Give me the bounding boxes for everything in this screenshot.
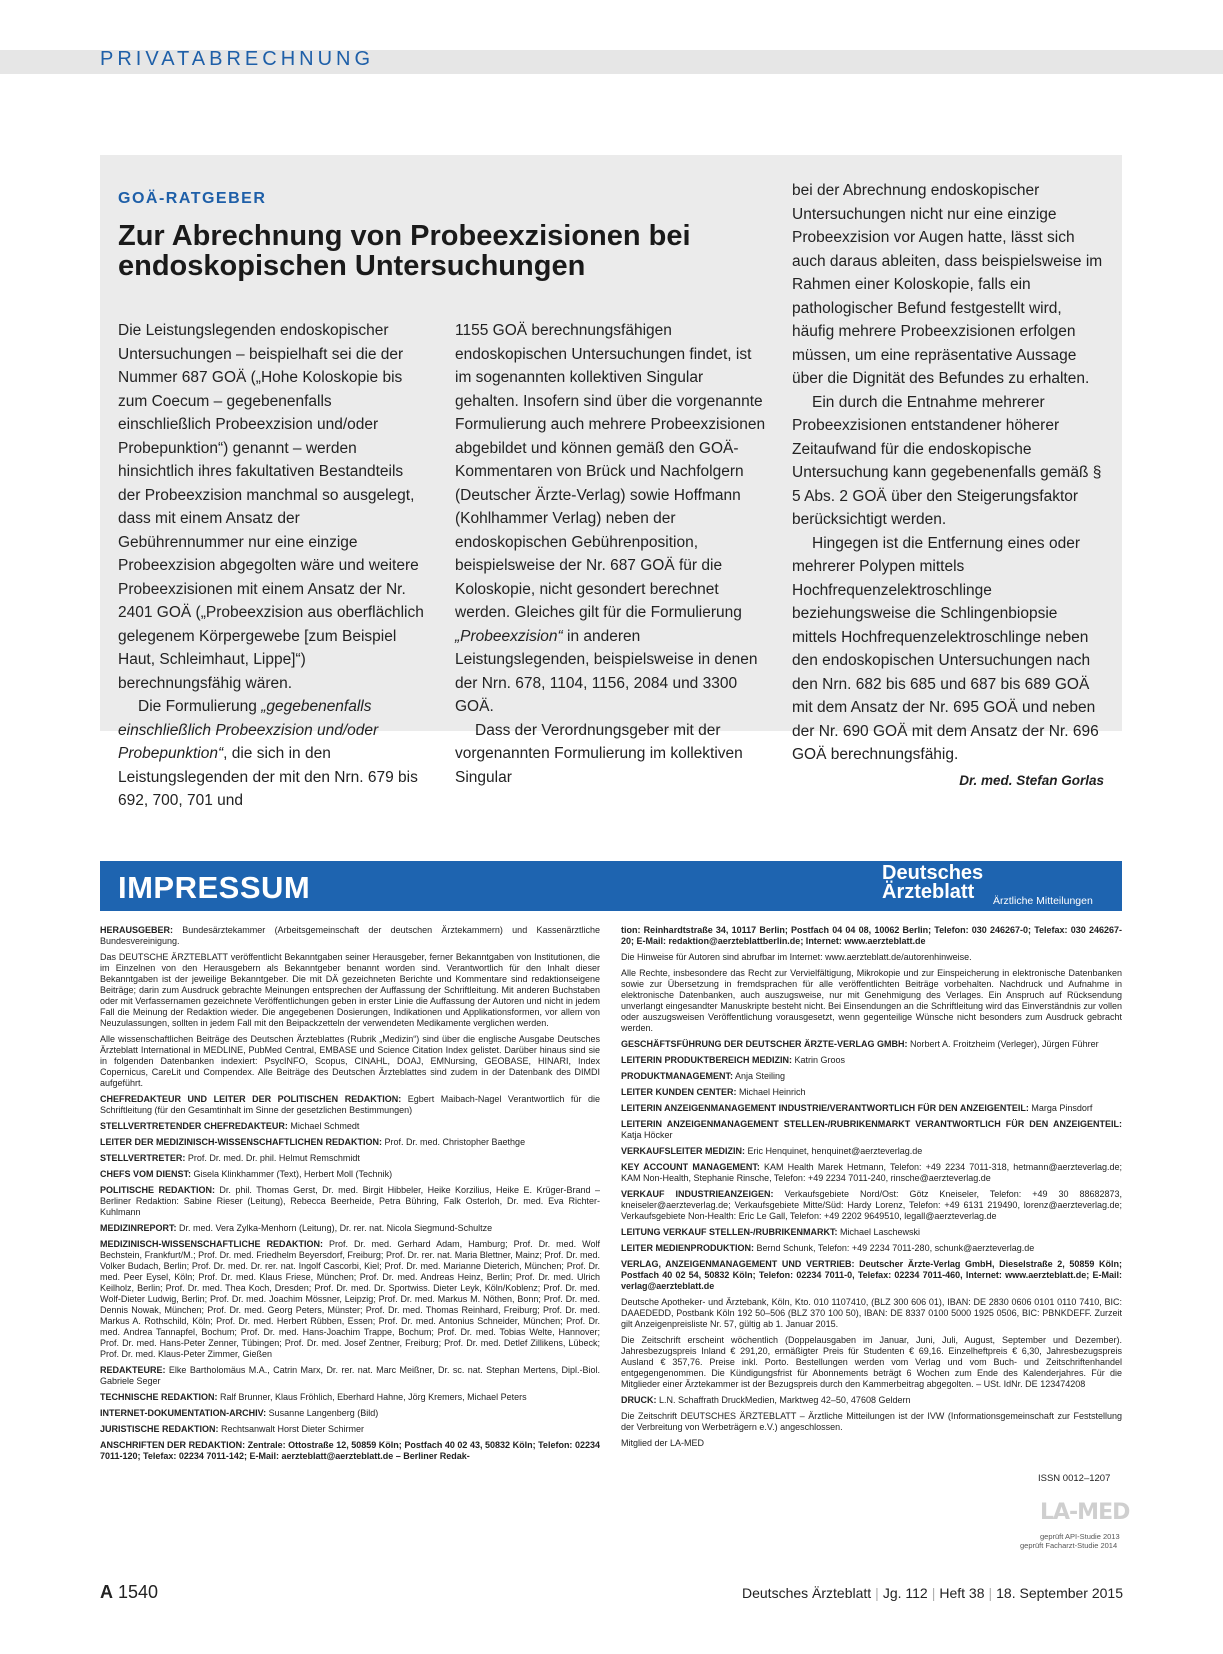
- impressum-text: Alle Rechte, insbesondere das Recht zur Vervielfältigung, Mikrokopie und zur Einspeicherung in elektronische Datenbanken sowie zur Übersetzung in fremdsprachen für alle veröffentlichten Beiträge vorbehalten. Nachdruck und Aufnahme in elektronische Datenbanken, auch auszugsweise, nur mit Genehmigung des Verlages. Ein Anspruch auf Rücksendung unverlangt eingesandter Manuskripte besteht nicht. Bei Einsendungen an die Schriftleitung wird das Einverständnis zur vollen oder auszugsweisen Veröffentlichung vorausgesetzt, wenn gegenteilige Wünsche nicht besonders zum Ausdruck gebracht werden.: [621, 968, 1122, 1033]
- impressum-entry: [100, 1223, 600, 1234]
- paragraph: Die Leistungslegenden endoskopischer Untersuchungen – beispielhaft sei die der Nummer 687 GOÄ („Hohe Koloskopie bis zum Coecum – gegebenenfalls einschließlich Probeexzision und/oder Probepunktion“) genannt – werden hinsichtlich ihres fakultativen Bestandteils der Probeexzision manchmal so ausgelegt, dass mit einem Ansatz der Gebührennummer nur eine einzige Probeexzision abgegolten wäre und weitere Probeexzisionen mit einem Ansatz der Nr. 2401 GOÄ („Probeexzision aus oberflächlich gelegenem Körpergewebe [zum Beispiel Haut, Schleimhaut, Lippe]“) berechnungsfähig wären.: [118, 322, 424, 692]
- impressum-label: KEY ACCOUNT MANAGEMENT:: [621, 1162, 760, 1172]
- impressum-text: Gisela Klinkhammer (Text), Herbert Moll (Technik): [191, 1169, 393, 1179]
- publication-logo-line1: Deutsches: [882, 862, 984, 884]
- text-run: Die Formulierung: [138, 698, 262, 715]
- article-title: Zur Abrechnung von Probeexzisionen bei endoskopischen Untersuchungen: [118, 220, 691, 282]
- impressum-entry: [621, 1162, 1122, 1184]
- impressum-entry: [621, 1071, 1122, 1082]
- article-column-1: [118, 319, 428, 813]
- impressum-entry: [100, 925, 600, 947]
- impressum-text: Bernd Schunk, Telefon: +49 2234 7011-280, schunk@aerzteverlag.de: [754, 1243, 1035, 1253]
- impressum-entry: [100, 1153, 600, 1164]
- impressum-title: IMPRESSUM: [118, 870, 311, 905]
- text-run: in anderen Leistungslegenden, beispielsweise in denen der Nrn. 678, 1104, 1156, 2084 und 3300 GOÄ.: [455, 627, 758, 715]
- text-run: 1155 GOÄ berechnungsfähigen endoskopischen Untersuchungen findet, ist im sogenannten kollektiven Singular gehalten. Insofern sind über die vorgenannte Formulierung auch mehrere Probeexzisionen abgebildet und können gemäß den GOÄ-Kommentaren von Brück und Nachfolgern (Deutscher Ärzte-Verlag) sowie Hoffmann (Kohlhammer Verlag) neben der endoskopischen Gebührenposition, beispielsweise der Nr. 687 GOÄ für die Koloskopie, nicht gesondert berechnet werden. Gleiches gilt für die Formulierung: [455, 322, 766, 621]
- impressum-text: Alle wissenschaftlichen Beiträge des Deutschen Ärzteblattes (Rubrik „Medizin“) sind über die englische Ausgabe Deutsches Ärzteblatt International in MEDLINE, PubMed Central, EMBASE und Science Citation Index gelistet. Darüber hinaus sind sie in folgenden Datenbanken indexiert: PsycINFO, Scopus, CINAHL, DOAJ, EMNursing, GEOBASE, HINARI, Index Copernicus, CareLit und Compendex. Alle Beiträge des Deutschen Ärzteblattes sind zudem in der Datenbank des DIMDI aufgeführt.: [100, 1034, 600, 1088]
- impressum-entry: [100, 1392, 600, 1403]
- la-med-caption-1: geprüft API-Studie 2013: [1040, 1532, 1120, 1541]
- impressum-label: POLITISCHE REDAKTION:: [100, 1185, 215, 1195]
- impressum-text: Bundesärztekammer (Arbeitsgemeinschaft der deutschen Ärztekammern) und Kassenärztliche Bundesvereinigung.: [100, 925, 600, 946]
- impressum-entry: [621, 952, 1122, 963]
- impressum-text: Die Zeitschrift DEUTSCHES ÄRZTEBLATT – Ärztliche Mitteilungen ist der IVW (Informationsgemeinschaft zur Feststellung der Verbreitung von Werbeträgern e.V.) angeschlossen.: [621, 1411, 1122, 1432]
- impressum-entry: [621, 1411, 1122, 1433]
- paragraph: [792, 532, 1104, 788]
- impressum-label: LEITERIN ANZEIGENMANAGEMENT STELLEN-/RUBRIKENMARKT VERANTWORTLICH FÜR DEN ANZEIGENTEIL:: [621, 1119, 1122, 1129]
- impressum-entry: [100, 1365, 600, 1387]
- footer-citation: [742, 1585, 1123, 1601]
- impressum-label: LEITERIN ANZEIGENMANAGEMENT INDUSTRIE/VERANTWORTLICH FÜR DEN ANZEIGENTEIL:: [621, 1103, 1029, 1113]
- impressum-text: Ralf Brunner, Klaus Fröhlich, Eberhard Hahne, Jörg Kremers, Michael Peters: [217, 1392, 527, 1402]
- paragraph: [455, 319, 767, 719]
- impressum-entry: [621, 1087, 1122, 1098]
- impressum-entry: [621, 1243, 1122, 1254]
- impressum-column-right: [621, 925, 1122, 1454]
- issn: ISSN 0012–1207: [1038, 1473, 1111, 1484]
- impressum-entry: [621, 1103, 1122, 1114]
- la-med-caption-2: geprüft Facharzt-Studie 2014: [1020, 1541, 1118, 1550]
- impressum-text: Prof. Dr. med. Dr. phil. Helmut Remschmidt: [185, 1153, 360, 1163]
- impressum-text: Michael Schmedt: [287, 1121, 360, 1131]
- impressum-entry: [621, 1146, 1122, 1157]
- impressum-label: JURISTISCHE REDAKTION:: [100, 1424, 219, 1434]
- separator: |: [988, 1585, 993, 1601]
- section-label: PRIVATABRECHNUNG: [100, 48, 375, 70]
- impressum-label: VERKAUFSLEITER MEDIZIN:: [621, 1146, 746, 1156]
- impressum-label: INTERNET-DOKUMENTATION-ARCHIV:: [100, 1408, 267, 1418]
- impressum-label: STELLVERTRETER:: [100, 1153, 186, 1163]
- impressum-entry: [100, 952, 600, 1029]
- impressum-text: Katrin Groos: [792, 1055, 846, 1065]
- impressum-text: KAM Health Marek Hetmann, Telefon: +49 2234 7011-318, hetmann@aerzteverlag.de; KAM Non-Health, Stephanie Rinsche, Telefon: +49 2234 7011-240, rinsche@aerzteverlag.de: [621, 1162, 1122, 1183]
- la-med-logo: LA-MED: [1040, 1500, 1130, 1525]
- footer-issue: Heft 38: [939, 1585, 985, 1601]
- impressum-text: Mitglied der LA-MED: [621, 1438, 705, 1448]
- impressum-entry: [100, 1440, 600, 1462]
- publication-logo-subtitle: Ärztliche Mitteilungen: [993, 895, 1093, 907]
- impressum-label: VERKAUF INDUSTRIEANZEIGEN:: [621, 1189, 774, 1199]
- page-prefix: A: [100, 1582, 113, 1602]
- impressum-entry: [621, 1227, 1122, 1238]
- impressum-text: Das DEUTSCHE ÄRZTEBLATT veröffentlicht Bekanntgaben seiner Herausgeber, ferner Bekanntgaben von Institutionen, die im Einzelnen von den Herausgebern als Bekanntgeber benannt worden sind. Verantwortlich für den Inhalt dieser Bekanntgaben ist der jeweilige Bekanntgeber. Die mit DÄ gezeichneten Berichte und Kommentare sind redaktionseigene Beiträge; darin zum Ausdruck gebrachte Meinungen entsprechen der Auffassung der Schriftleitung. Mit anderen Buchstaben oder mit Verfassernamen gezeichnete Veröffentlichungen geben in erster Linie die Auffassung der Autoren und nicht in jedem Fall die Meinung der Redaktion wieder. Die angegebenen Dosierungen, Indikationen und Applikationsformen, vor allem von Neuzulassungen, sollten in jedem Fall mit den Beipackzetteln der verwendeten Medikamente verglichen werden.: [100, 952, 600, 1028]
- impressum-text: Deutsche Apotheker- und Ärztebank, Köln, Kto. 010 1107410, (BLZ 300 606 01), IBAN: DE 2830 0606 0101 0110 7410, BIC: DAAEDEDD, Postbank Köln 192 50–506 (BLZ 370 100 50), IBAN: DE 8337 0100 5000 1925 0506, BIC: PBNKDEFF. Zurzeit gilt Anzeigenpreisliste Nr. 57, gültig ab 1. Januar 2015.: [621, 1297, 1122, 1329]
- impressum-entry: [621, 925, 1122, 947]
- impressum-text: Dr. med. Vera Zylka-Menhorn (Leitung), Dr. rer. nat. Nicola Siegmund-Schultze: [176, 1223, 493, 1233]
- impressum-text: Egbert Maibach-Nagel Verantwortlich für die Schriftleitung (für den Gesamtinhalt im Sinne der gesetzlichen Bestimmungen): [100, 1094, 600, 1115]
- publication-logo-line2: Ärzteblatt: [882, 881, 975, 903]
- impressum-label: CHEFS VOM DIENST:: [100, 1169, 192, 1179]
- impressum-text: Eric Henquinet, henquinet@aerzteverlag.de: [745, 1146, 923, 1156]
- impressum-text: Prof. Dr. med. Christopher Baethge: [382, 1137, 526, 1147]
- impressum-entry: [100, 1094, 600, 1116]
- impressum-label: PRODUKTMANAGEMENT:: [621, 1071, 733, 1081]
- impressum-entry: [100, 1137, 600, 1148]
- impressum-label: MEDIZINREPORT:: [100, 1223, 177, 1233]
- text-run: Hingegen ist die Entfernung eines oder mehrerer Polypen mittels Hochfrequenzelektroschlinge beziehungsweise die Schlingenbiopsie mittels Hochfrequenzelektroschlinge neben den endoskopischen Untersuchungen nach den Nrn. 682 bis 685 und 687 bis 689 GOÄ mit dem Ansatz der Nr. 695 GOÄ und neben der Nr. 690 GOÄ mit dem Ansatz der Nr. 696 GOÄ berechnungsfähig.: [792, 534, 1099, 763]
- page-number: [100, 1582, 158, 1603]
- text-run: , die sich in den Leistungslegenden der mit den Nrn. 679 bis 692, 700, 701 und: [118, 745, 418, 809]
- impressum-entry: [100, 1185, 600, 1218]
- footer-publication: Deutsches Ärzteblatt: [742, 1585, 872, 1601]
- impressum-entry: [621, 1189, 1122, 1222]
- impressum-entry: [621, 1259, 1122, 1292]
- impressum-text: L.N. Schaffrath DruckMedien, Marktweg 42–50, 47608 Geldern: [656, 1395, 911, 1405]
- impressum-text: Michael Heinrich: [736, 1087, 806, 1097]
- paragraph: bei der Abrechnung endoskopischer Untersuchungen nicht nur eine einzige Probeexzision vor Augen hatte, lässt sich auch daraus ableiten, dass beispielsweise im Rahmen einer Koloskopie, falls ein pathologischer Befund festgestellt wird, häufig mehrere Probeexzisionen erfolgen müssen, um eine repräsentative Aussage über die Dignität des Befundes zu erhalten.: [792, 182, 1103, 387]
- impressum-entry: [100, 1424, 600, 1435]
- impressum-text: Dr. phil. Thomas Gerst, Dr. med. Birgit Hibbeler, Heike Korzilius, Heike E. Krüger-Brand – Berliner Redaktion: Sabine Rieser (Leitung), Rebecca Beerheide, Petra Bühring, Falk Osterloh, Dr. med. Eva Richter-Kuhlmann: [100, 1185, 600, 1217]
- impressum-text: Katja Höcker: [621, 1130, 673, 1140]
- impressum-text: Norbert A. Froitzheim (Verleger), Jürgen Führer: [907, 1039, 1099, 1049]
- paragraph: Ein durch die Entnahme mehrerer Probeexzisionen entstandener höherer Zeitaufwand für die endoskopische Untersuchung kann gegebenenfalls gemäß § 5 Abs. 2 GOÄ über den Steigerungsfaktor berücksichtigt werden.: [792, 393, 1102, 528]
- impressum-entry: [100, 1121, 600, 1132]
- impressum-label: TECHNISCHE REDAKTION:: [100, 1392, 218, 1402]
- impressum-label: LEITER DER MEDIZINISCH-WISSENSCHAFTLICHEN REDAKTION:: [100, 1137, 382, 1147]
- impressum-text: Die Hinweise für Autoren sind abrufbar im Internet: www.aerzteblatt.de/autorenhinweise.: [621, 952, 972, 962]
- impressum-label: LEITER KUNDEN CENTER:: [621, 1087, 737, 1097]
- impressum-entry: [100, 1034, 600, 1089]
- impressum-label: MEDIZINISCH-WISSENSCHAFTLICHE REDAKTION:: [100, 1239, 324, 1249]
- impressum-label: STELLVERTRETENDER CHEFREDAKTEUR:: [100, 1121, 288, 1131]
- separator: |: [875, 1585, 879, 1601]
- impressum-label: VERLAG, ANZEIGENMANAGEMENT UND VERTRIEB: Deutscher Ärzte-Verlag GmbH, Dieselstraße 2, 50859 Köln; Postfach 40 02 54, 50832 Köln; Telefon: 02234 7011-0, Telefax: 02234 7011-460, Internet: www.aerzteblatt.de; E-Mail: verlag@aerzteblatt.de: [621, 1259, 1122, 1291]
- impressum-entry: [621, 1335, 1122, 1390]
- impressum-text: Die Zeitschrift erscheint wöchentlich (Doppelausgaben im Januar, Juni, Juli, August, September und Dezember). Jahresbezugspreis Inland € 291,20, ermäßigter Preis für Studenten € 69,16. Einzelheftpreis € 6,30, Jahresbezugspreis Ausland € 357,76. Preise inkl. Porto. Bestellungen werden vom Verlag und vom Buch- und Zeitschriftenhandel entgegengenommen. Die Kündigungsfrist für Abonnements beträgt 6 Wochen zum Ende des Kalenderjahres. Für die Mitglieder einer Ärztekammer ist der Bezugspreis durch den Kammerbeitrag abgegolten. – USt. IdNr. DE 123474208: [621, 1335, 1122, 1389]
- impressum-label: GESCHÄFTSFÜHRUNG DER DEUTSCHER ÄRZTE-VERLAG GMBH:: [621, 1039, 908, 1049]
- impressum-entry: [621, 1395, 1122, 1406]
- page-number-value: 1540: [118, 1582, 159, 1602]
- impressum-entry: [100, 1239, 600, 1360]
- impressum-text: Susanne Langenberg (Bild): [266, 1408, 379, 1418]
- article-kicker: GOÄ-RATGEBER: [118, 190, 267, 207]
- impressum-text: Marga Pinsdorf: [1028, 1103, 1093, 1113]
- impressum-entry: [621, 1055, 1122, 1066]
- impressum-label: CHEFREDAKTEUR UND LEITER DER POLITISCHEN REDAKTION:: [100, 1094, 402, 1104]
- impressum-label: ANSCHRIFTEN DER REDAKTION: Zentrale: Ottostraße 12, 50859 Köln; Postfach 40 02 43, 50832 Köln; Telefon: 02234 7011-120; Telefax: 02234 7011-142; E-Mail: aerzteblatt@aerzteblatt.de – Berliner Redak-: [100, 1440, 600, 1461]
- impressum-entry: [621, 1438, 1122, 1449]
- italic-quote: „Probeexzision“: [455, 627, 563, 645]
- impressum-label: LEITERIN PRODUKTBEREICH MEDIZIN:: [621, 1055, 792, 1065]
- impressum-label: LEITUNG VERKAUF STELLEN-/RUBRIKENMARKT:: [621, 1227, 838, 1237]
- article-author: Dr. med. Stefan Gorlas: [959, 772, 1104, 788]
- impressum-entry: [100, 1408, 600, 1419]
- article-column-2: [455, 319, 767, 789]
- impressum-text: Rechtsanwalt Horst Dieter Schirmer: [218, 1424, 365, 1434]
- impressum-text: Prof. Dr. med. Gerhard Adam, Hamburg; Prof. Dr. med. Wolf Bechstein, Frankfurt/M.; Prof. Dr. med. Friedhelm Beyersdorf, Freiburg; Prof. Dr. rer. nat. Maria Blettner, Mainz; Prof. Dr. med. Volker Budach, Berlin; Prof. Dr. med. Dr. rer. nat. Ingolf Cascorbi, Kiel; Prof. Dr. med. Marianne Dieterich, München; Prof. Dr. med. Peer Eysel, Köln; Prof. Dr. med. Klaus Friese, München; Prof. Dr. med. Andreas Heinz, Berlin; Prof. Dr. med. Ulrich Keilholz, Berlin; Prof. Dr. med. Thea Koch, Dresden; Prof. Dr. med. Dr. Sportwiss. Dieter Leyk, Köln/Koblenz; Prof. Dr. med. Wolf-Dieter Ludwig, Berlin; Prof. Dr. med. Joachim Mössner, Leipzig; Prof. Dr. med. Markus M. Nöthen, Bonn; Prof. Dr. med. Dennis Nowak, München; Prof. Dr. med. Georg Peters, Münster; Prof. Dr. med. Thomas Reinhard, Freiburg; Prof. Dr. med. Markus A. Rothschild, Köln; Prof. Dr. med. Herbert Rübben, Essen; Prof. Dr. med. Antonius Schneider, München; Prof. Dr. med. Andrea Tannapfel, Bochum; Prof. Dr. med. Hans-Joachim Trappe, Bochum; Prof. Dr. med. Tobias Welte, Hannover; Prof. Dr. med. Hans-Peter Zenner, Tübingen; Prof. Dr. med. Josef Zentner, Freiburg; Prof. Dr. med. Detlef Zillikens, Lübeck; Prof. Dr. med. Klaus-Peter Zimmer, Gießen: [100, 1239, 601, 1359]
- separator: |: [931, 1585, 936, 1601]
- impressum-label: REDAKTEURE:: [100, 1365, 166, 1375]
- footer-volume: Jg. 112: [882, 1585, 928, 1601]
- impressum-entry: [621, 1119, 1122, 1141]
- paragraph: [118, 695, 428, 813]
- impressum-text: Verkaufsgebiete Nord/Ost: Götz Kneiseler, Telefon: +49 30 88682873, kneiseler@aerzteverlag.de; Verkaufsgebiete Mitte/Süd: Hardy Lorenz, Telefon: +49 6131 219490, lorenz@aerzteverlag.de; Verkaufsgebiete Non-Health: Eric Le Gall, Telefon: +49 2202 9649510, legall@aerzteverlag.de: [621, 1189, 1122, 1221]
- impressum-label: DRUCK:: [621, 1395, 657, 1405]
- impressum-entry: [621, 968, 1122, 1034]
- paragraph: Dass der Verordnungsgeber mit der vorgenannten Formulierung im kollektiven Singular: [455, 721, 743, 786]
- article-column-3: [792, 179, 1104, 792]
- impressum-label: HERAUSGEBER:: [100, 925, 174, 935]
- impressum-column-left: [100, 925, 600, 1467]
- impressum-label: LEITER MEDIENPRODUKTION:: [621, 1243, 755, 1253]
- impressum-entry: [100, 1169, 600, 1180]
- footer-date: 18. September 2015: [996, 1585, 1123, 1601]
- impressum-entry: [621, 1039, 1122, 1050]
- impressum-text: Elke Bartholomäus M.A., Catrin Marx, Dr. rer. nat. Marc Meißner, Dr. sc. nat. Stephan Mertens, Dipl.-Biol. Gabriele Seger: [100, 1365, 600, 1386]
- impressum-label: tion: Reinhardtstraße 34, 10117 Berlin; Postfach 04 04 08, 10062 Berlin; Telefon: 030 246267-0; Telefax: 030 246267-20; E-Mail: redaktion@aerzteblattberlin.de; Internet: www.aerzteblatt.de: [621, 925, 1122, 946]
- impressum-text: Anja Steiling: [733, 1071, 786, 1081]
- italic-quote: „gegebenenfalls einschließlich Probeexzision und/oder Probepunktion“: [118, 698, 379, 762]
- impressum-entry: [621, 1297, 1122, 1330]
- impressum-text: Michael Laschewski: [837, 1227, 921, 1237]
